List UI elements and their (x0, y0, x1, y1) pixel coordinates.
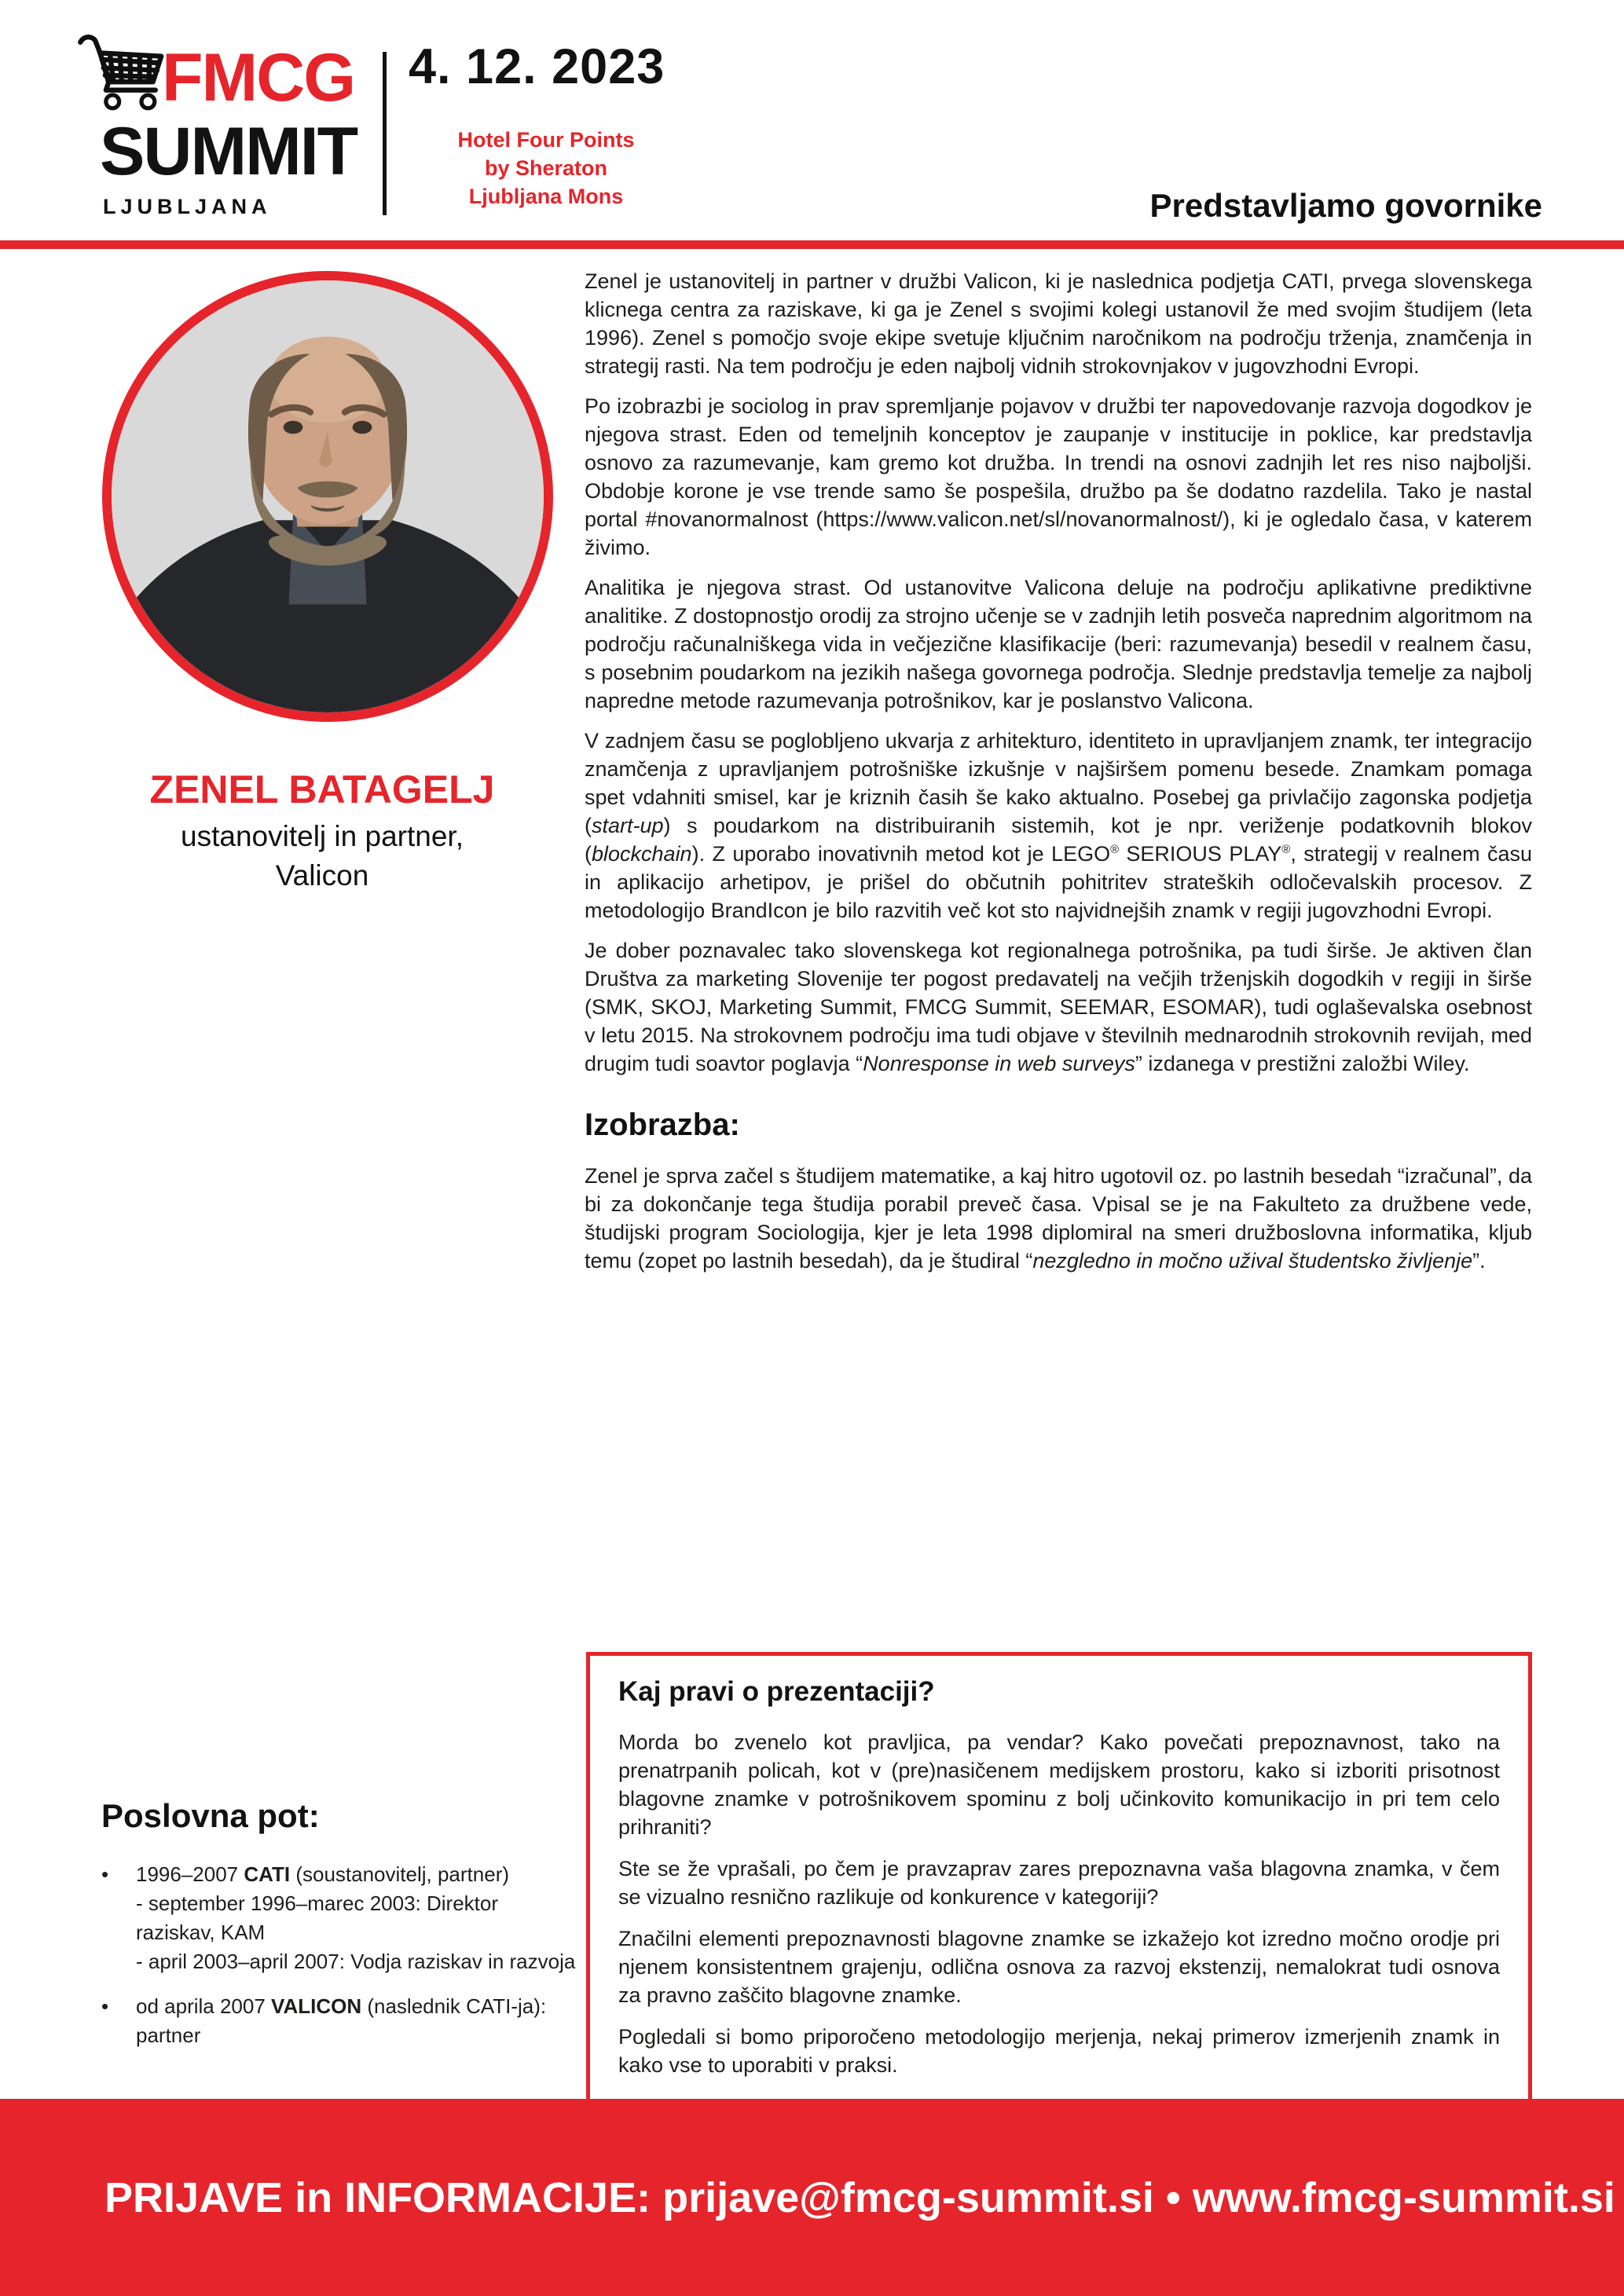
footer-contact (104, 2173, 1615, 2222)
venue-line: Ljubljana Mons (468, 185, 624, 208)
text-run: ) s poudarkom na distribuiranih sistemih, kot je npr. veriženje podatkovnih blokov ( (585, 814, 1532, 866)
bullet-icon: • (101, 1994, 109, 2018)
presentation-box (586, 1652, 1532, 2105)
text-run: ” izdanega v prestižni založbi Wiley. (1135, 1052, 1470, 1075)
text-run: blockchain (592, 842, 692, 866)
header-rule (0, 240, 1624, 249)
speaker-company: Valicon (275, 859, 369, 892)
text-run: VALICON (271, 1994, 362, 2018)
logo-city: LJUBLJANA (103, 195, 272, 218)
venue-line: by Sheraton (484, 156, 608, 180)
text-run: od aprila 2007 (136, 1994, 272, 2018)
text-run: - april 2003–april 2007: Vodja raziskav in razvoja (136, 1950, 576, 1973)
career-line (136, 1889, 581, 1947)
speaker-name: ZENEL BATAGELJ (149, 767, 495, 811)
education-heading: Izobrazba: (585, 1108, 740, 1142)
text-run: ), ki je ogledalo časa, v katerem živimo. (585, 507, 1532, 559)
registered-mark: ® (1110, 844, 1120, 856)
text-run: SERIOUS PLAY (1119, 842, 1282, 866)
footer-band (0, 2099, 1624, 2296)
bio-paragraph (585, 936, 1532, 1078)
career-list (101, 1860, 581, 2050)
text-run: nezgledno in močno užival študentsko življenje (1032, 1249, 1473, 1273)
text-run: , strategij v realnem času in aplikacijo arhetipov, je prišel do občutnih pohitritev strateških odločevalskih procesov. Z metodologijo BrandIcon je bilo razvitih več kot sto najvidnejših znamk v regiji jugovzhodni Evropi. (585, 842, 1532, 922)
page-title: Predstavljamo govornike (1149, 187, 1542, 224)
text-run: Zenel je ustanovitelj in partner v družbi Valicon, ki je naslednica podjetja CATI, prvega slovenskega klicnega centra za raziskave, ki ga je Zenel s svojimi kolegi ustanovil že med svojim študijem (leta 1996). Zenel s pomočjo svoje ekipe svetuje ključnim naročnikom na področju trženja, znamčenja in strategij rasti. Na tem področju je eden najbolj vidnih strokovnjakov v jugovzhodni Evropi. (585, 269, 1532, 378)
text-run: Analitika je njegova strast. Od ustanovitve Valicona deluje na področju aplikativne prediktivne analitike. Z dostopnostjo orodij za strojno učenje se v zadnjih letih posveča naprednim algoritmom na področju računalniškega vida in večjezične klasifikacije (beri: razumevanja) besedil v realnem času, s posebnim poudarkom na jezikih našega govornega področja. Slednje predstavlja temelje za najbolj napredne metode razumevanja potrošnikov, kar je poslanstvo Valicona. (585, 576, 1532, 712)
logo-divider (383, 52, 387, 215)
text-run: ). Z uporabo inovativnih metod kot je LEGO (691, 842, 1111, 866)
career-section (101, 1797, 581, 2066)
career-item (101, 1860, 581, 1976)
text-run: Zenel je sprva začel s študijem matematike, a kaj hitro ugotovil oz. po lastnih besedah “izračunal”, da bi za dokončanje tega študija porabil preveč časa. Vpisal se je na Fakulteto za družbene vede, študijski program Sociologija, kjer je leta 1998 diplomiral na smeri družboslovna informatika, kljub temu (zopet po lastnih besedah), da je študiral “ (585, 1164, 1532, 1273)
speaker-photo (102, 271, 553, 722)
bullet-icon: • (101, 1862, 109, 1886)
text-run: start-up (592, 814, 664, 837)
portrait-illustration (112, 280, 544, 712)
bio-section (585, 267, 1532, 1078)
inline-link[interactable]: https://www.valicon.net/sl/novanormalnost/ (823, 507, 1223, 531)
speaker-role: ustanovitelj in partner, (181, 820, 464, 852)
logo-fmcg: FMCG (162, 40, 355, 115)
text-run: Nonresponse in web surveys (863, 1052, 1135, 1075)
text-run: CATI (244, 1862, 291, 1886)
bio-paragraph (585, 267, 1532, 380)
text-run: Po izobrazbi je sociolog in prav spremljanje pojavov v družbi ter napovedovanje razvoja dogodkov je njegova strast. Eden od temeljnih konceptov je zaupanje v institucije in poklice, kar predstavlja osnovo za razumevanje, kam gremo kot družba. In trendi na osnovi zadnjih let res niso najboljši. Obdobje korone je vse trende samo še pospešila, družbo pa še dodatno razdelila. Tako je nastal portal #novanormalnost ( (585, 394, 1532, 531)
presentation-paragraph: Pogledali si bomo priporočeno metodologijo merjenja, nekaj primerov izmerjenih znamk in kako vse to uporabiti v praksi. (618, 2025, 1500, 2077)
logo-summit: SUMMIT (100, 114, 357, 189)
text-run: (soustanovitelj, partner) (290, 1862, 510, 1886)
bio-paragraph (585, 573, 1532, 715)
text-run: V zadnjem času se poglobljeno ukvarja z arhitekturo, identiteto in upravljanjem znamk, ter integracijo znamčenja z upravljanjem potrošniške izkušnje v najširšem pomenu besede. Znamkam pomaga spet vdahniti smisel, kar je kriznih časih še kako aktualno. Posebej ga privlačijo zagonska podjetja ( (585, 729, 1532, 837)
registered-mark: ® (1281, 844, 1291, 856)
presentation-paragraph: Značilni elementi prepoznavnosti blagovne znamke se izkažejo kot izredno močno orodje pri njenem konsistentnem grajenju, odlična osnova za razvoj ekstenzij, nemalokrat tudi osnova za pravno zaščito blagovne znamke. (618, 1927, 1500, 2007)
career-line (136, 1992, 581, 2050)
event-date: 4. 12. 2023 (409, 39, 665, 94)
event-venue (409, 126, 684, 211)
education-paragraph (585, 1162, 1532, 1275)
career-line (136, 1947, 581, 1976)
presentation-paragraphs (618, 1728, 1500, 2079)
text-run: ”. (1472, 1249, 1486, 1273)
career-heading: Poslovna pot: (101, 1797, 320, 1834)
career-line (136, 1860, 581, 1889)
text-run: - september 1996–marec 2003: Direktor raziskav, KAM (136, 1891, 499, 1944)
footer-email[interactable]: prijave@fmcg-summit.si (662, 2173, 1154, 2221)
footer-label: PRIJAVE in INFORMACIJE: (104, 2173, 651, 2221)
text-run: 1996–2007 (136, 1862, 244, 1886)
footer-website[interactable]: www.fmcg-summit.si (1192, 2173, 1615, 2221)
venue-line: Hotel Four Points (457, 128, 635, 152)
bio-paragraph (585, 392, 1532, 562)
career-item (101, 1992, 581, 2050)
presentation-paragraph: Morda bo zvenelo kot pravljica, pa vendar? Kako povečati prepoznavnost, tako na prenatrpanih policah, kot v (pre)nasičenem medijskem prostoru, kako si izboriti prisotnost blagovne znamke v potrošnikovem spominu z bolj učinkovito komunikacijo in pri tem celo prihraniti? (618, 1730, 1500, 1839)
presentation-paragraph: Ste se že vprašali, po čem je pravzaprav zares prepoznavna vaša blagovna znamka, v čem se vizualno resnično razlikuje od konkurence v kategoriji? (618, 1857, 1500, 1909)
presentation-heading: Kaj pravi o prezentaciji? (618, 1676, 935, 1707)
text-run: Je dober poznavalec tako slovenskega kot regionalnega potrošnika, pa tudi širše. Je aktiven član Društva za marketing Slovenije ter pogost predavatelj na večjih trženjskih dogodkih v regiji in širše (SMK, SKOJ, Marketing Summit, FMCG Summit, SEEMAR, ESOMAR), tudi oglaševalska osebnost v letu 2015. Na strokovnem področju ima tudi objave v številnih mednarodnih strokovnih revijah, med drugim tudi soavtor poglavja “ (585, 939, 1532, 1075)
footer-separator: • (1165, 2173, 1181, 2221)
career-text (136, 1860, 581, 1976)
bio-paragraph (585, 727, 1532, 925)
text-run: (naslednik CATI-ja): partner (136, 1994, 547, 2047)
career-text (136, 1992, 581, 2050)
bio-column (585, 267, 1532, 1287)
